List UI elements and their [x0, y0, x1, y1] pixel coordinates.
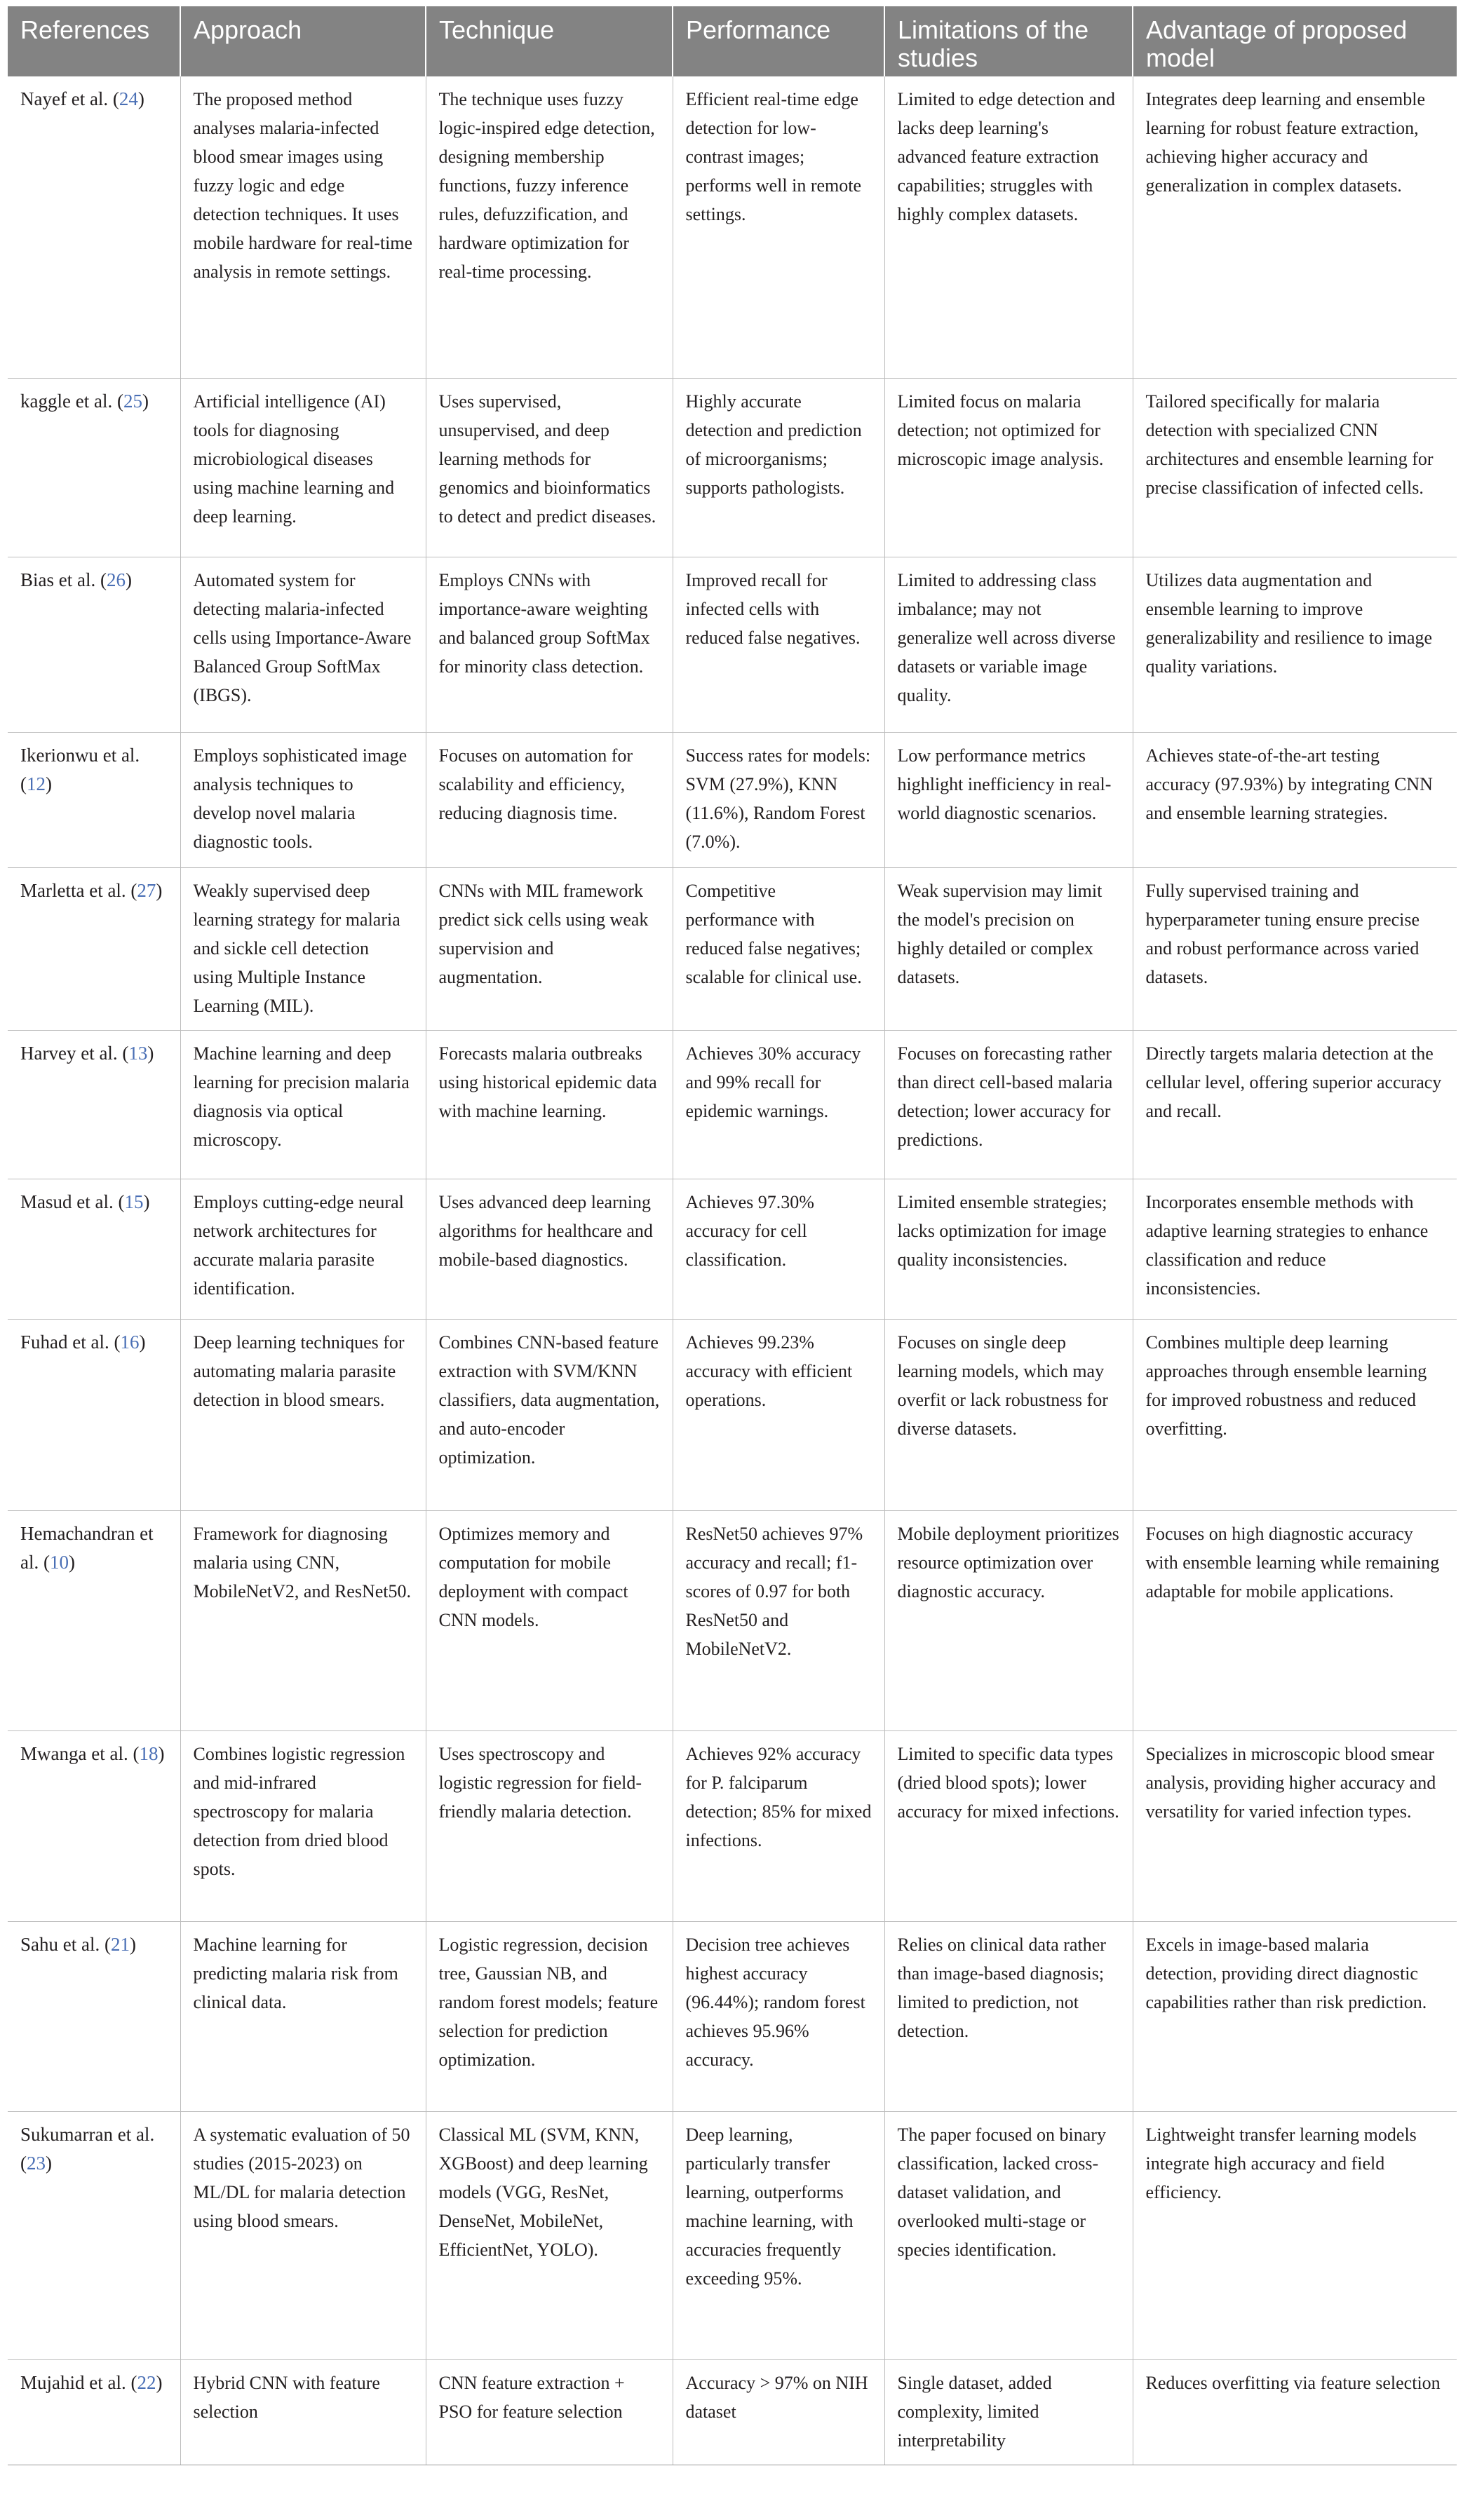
reference-author: Fuhad et al. (	[20, 1331, 121, 1353]
cell-reference	[8, 378, 180, 557]
table-row	[8, 1921, 1457, 2111]
table-row	[8, 378, 1457, 557]
cell-limitations: Weak supervision may limit the model's precision on highly detailed or complex datasets.	[884, 867, 1133, 1030]
cell-performance: Achieves 92% accuracy for P. falciparum detection; 85% for mixed infections.	[673, 1730, 884, 1921]
reference-close-paren: )	[143, 1191, 150, 1212]
cell-approach: Employs cutting-edge neural network architectures for accurate malaria parasite identification.	[180, 1179, 426, 1319]
table-row	[8, 867, 1457, 1030]
cell-limitations: Limited ensemble strategies; lacks optimization for image quality inconsistencies.	[884, 1179, 1133, 1319]
cell-performance: Deep learning, particularly transfer learning, outperforms machine learning, with accuracies frequently exceeding 95%.	[673, 2111, 884, 2359]
cell-reference	[8, 2111, 180, 2359]
table-row	[8, 2359, 1457, 2465]
citation-link[interactable]: 15	[124, 1191, 144, 1212]
reference-author: Sukumarran et al. (	[20, 2123, 155, 2174]
cell-reference	[8, 1319, 180, 1510]
reference-close-paren: )	[125, 569, 132, 590]
reference-close-paren: )	[142, 390, 149, 412]
citation-link[interactable]: 10	[49, 1551, 69, 1573]
reference-close-paren: )	[147, 1042, 154, 1064]
citation-link[interactable]: 25	[123, 390, 142, 412]
header-advantage: Advantage of proposed model	[1133, 6, 1457, 76]
header-row	[8, 6, 1457, 76]
cell-approach: Framework for diagnosing malaria using CNN, MobileNetV2, and ResNet50.	[180, 1510, 426, 1730]
cell-advantage: Integrates deep learning and ensemble learning for robust feature extraction, achieving higher accuracy and generalization in complex datasets.	[1133, 76, 1457, 378]
cell-performance: Efficient real-time edge detection for low-contrast images; performs well in remote settings.	[673, 76, 884, 378]
table-row	[8, 557, 1457, 732]
cell-technique: Logistic regression, decision tree, Gaussian NB, and random forest models; feature selection for prediction optimization.	[426, 1921, 673, 2111]
cell-performance: Accuracy > 97% on NIH dataset	[673, 2359, 884, 2465]
cell-limitations: Focuses on single deep learning models, which may overfit or lack robustness for diverse datasets.	[884, 1319, 1133, 1510]
cell-reference	[8, 732, 180, 867]
cell-approach: Automated system for detecting malaria-infected cells using Importance-Aware Balanced Group SoftMax (IBGS).	[180, 557, 426, 732]
cell-reference	[8, 76, 180, 378]
literature-comparison-table	[8, 6, 1457, 2465]
citation-link[interactable]: 16	[120, 1331, 140, 1353]
cell-performance: Decision tree achieves highest accuracy (96.44%); random forest achieves 95.96% accuracy.	[673, 1921, 884, 2111]
reference-close-paren: )	[137, 88, 144, 109]
reference-author: kaggle et al. (	[20, 390, 123, 412]
reference-close-paren: )	[156, 2371, 163, 2393]
cell-technique: Uses supervised, unsupervised, and deep learning methods for genomics and bioinformatics to detect and predict diseases.	[426, 378, 673, 557]
table-row	[8, 2111, 1457, 2359]
cell-advantage: Utilizes data augmentation and ensemble learning to improve generalizability and resilience to image quality variations.	[1133, 557, 1457, 732]
reference-close-paren: )	[129, 1933, 136, 1955]
table-row	[8, 1179, 1457, 1319]
reference-close-paren: )	[46, 2152, 52, 2174]
cell-reference	[8, 1179, 180, 1319]
cell-approach: Hybrid CNN with feature selection	[180, 2359, 426, 2465]
cell-limitations: Mobile deployment prioritizes resource optimization over diagnostic accuracy.	[884, 1510, 1133, 1730]
table-row	[8, 1030, 1457, 1179]
reference-close-paren: )	[156, 879, 163, 901]
cell-technique: Combines CNN-based feature extraction with SVM/KNN classifiers, data augmentation, and auto-encoder optimization.	[426, 1319, 673, 1510]
cell-limitations: Limited to specific data types (dried blood spots); lower accuracy for mixed infections.	[884, 1730, 1133, 1921]
reference-author: Marletta et al. (	[20, 879, 137, 901]
cell-advantage: Directly targets malaria detection at the cellular level, offering superior accuracy and recall.	[1133, 1030, 1457, 1179]
table-row	[8, 1319, 1457, 1510]
cell-advantage: Incorporates ensemble methods with adaptive learning strategies to enhance classification and reduce inconsistencies.	[1133, 1179, 1457, 1319]
cell-approach: A systematic evaluation of 50 studies (2015-2023) on ML/DL for malaria detection using blood smears.	[180, 2111, 426, 2359]
citation-link[interactable]: 12	[27, 773, 46, 794]
header-approach: Approach	[180, 6, 426, 76]
table-row	[8, 76, 1457, 378]
cell-technique: CNNs with MIL framework predict sick cells using weak supervision and augmentation.	[426, 867, 673, 1030]
cell-reference	[8, 557, 180, 732]
cell-advantage: Lightweight transfer learning models integrate high accuracy and field efficiency.	[1133, 2111, 1457, 2359]
cell-performance: Achieves 97.30% accuracy for cell classification.	[673, 1179, 884, 1319]
cell-advantage: Specializes in microscopic blood smear analysis, providing higher accuracy and versatility for varied infection types.	[1133, 1730, 1457, 1921]
cell-advantage: Excels in image-based malaria detection, providing direct diagnostic capabilities rather than risk prediction.	[1133, 1921, 1457, 2111]
cell-technique: Forecasts malaria outbreaks using historical epidemic data with machine learning.	[426, 1030, 673, 1179]
reference-close-paren: )	[158, 1742, 165, 1764]
cell-approach: Weakly supervised deep learning strategy for malaria and sickle cell detection using Multiple Instance Learning (MIL).	[180, 867, 426, 1030]
header-performance: Performance	[673, 6, 884, 76]
cell-technique: The technique uses fuzzy logic-inspired edge detection, designing membership functions, fuzzy inference rules, defuzzification, and hardware optimization for real-time processing.	[426, 76, 673, 378]
cell-limitations: Focuses on forecasting rather than direct cell-based malaria detection; lower accuracy for predictions.	[884, 1030, 1133, 1179]
cell-reference	[8, 1030, 180, 1179]
cell-technique: Uses spectroscopy and logistic regression for field-friendly malaria detection.	[426, 1730, 673, 1921]
cell-performance: Achieves 30% accuracy and 99% recall for epidemic warnings.	[673, 1030, 884, 1179]
cell-limitations: The paper focused on binary classification, lacked cross-dataset validation, and overlooked multi-stage or species identification.	[884, 2111, 1133, 2359]
citation-link[interactable]: 21	[110, 1933, 130, 1955]
reference-author: Harvey et al. (	[20, 1042, 129, 1064]
reference-author: Nayef et al. (	[20, 88, 119, 109]
reference-author: Mujahid et al. (	[20, 2371, 137, 2393]
reference-close-paren: )	[46, 773, 52, 794]
citation-link[interactable]: 24	[119, 88, 138, 109]
cell-approach: Combines logistic regression and mid-infrared spectroscopy for malaria detection from dried blood spots.	[180, 1730, 426, 1921]
cell-limitations: Limited to edge detection and lacks deep learning's advanced feature extraction capabilities; struggles with highly complex datasets.	[884, 76, 1133, 378]
reference-author: Bias et al. (	[20, 569, 107, 590]
cell-performance: Improved recall for infected cells with reduced false negatives.	[673, 557, 884, 732]
citation-link[interactable]: 22	[137, 2371, 156, 2393]
cell-advantage: Tailored specifically for malaria detection with specialized CNN architectures and ensemble learning for precise classification of infected cells.	[1133, 378, 1457, 557]
cell-performance: Success rates for models: SVM (27.9%), KNN (11.6%), Random Forest (7.0%).	[673, 732, 884, 867]
cell-advantage: Achieves state-of-the-art testing accuracy (97.93%) by integrating CNN and ensemble learning strategies.	[1133, 732, 1457, 867]
cell-reference	[8, 2359, 180, 2465]
reference-author: Hemachandran et al. (	[20, 1522, 154, 1573]
table-row	[8, 1730, 1457, 1921]
header-limitations: Limitations of the studies	[884, 6, 1133, 76]
citation-link[interactable]: 27	[137, 879, 156, 901]
cell-technique: CNN feature extraction + PSO for feature selection	[426, 2359, 673, 2465]
cell-approach: Machine learning and deep learning for precision malaria diagnosis via optical microscopy.	[180, 1030, 426, 1179]
cell-reference	[8, 1510, 180, 1730]
cell-advantage: Reduces overfitting via feature selection	[1133, 2359, 1457, 2465]
cell-limitations: Relies on clinical data rather than image-based diagnosis; limited to prediction, not detection.	[884, 1921, 1133, 2111]
cell-reference	[8, 867, 180, 1030]
cell-performance: Achieves 99.23% accuracy with efficient operations.	[673, 1319, 884, 1510]
cell-advantage: Combines multiple deep learning approaches through ensemble learning for improved robustness and reduced overfitting.	[1133, 1319, 1457, 1510]
reference-author: Sahu et al. (	[20, 1933, 111, 1955]
reference-author: Masud et al. (	[20, 1191, 125, 1212]
cell-limitations: Single dataset, added complexity, limited interpretability	[884, 2359, 1133, 2465]
citation-link[interactable]: 26	[106, 569, 126, 590]
citation-link[interactable]: 23	[27, 2152, 46, 2174]
reference-author: Ikerionwu et al. (	[20, 744, 140, 794]
header-technique: Technique	[426, 6, 673, 76]
cell-limitations: Limited to addressing class imbalance; may not generalize well across diverse datasets or variable image quality.	[884, 557, 1133, 732]
cell-technique: Focuses on automation for scalability and efficiency, reducing diagnosis time.	[426, 732, 673, 867]
cell-advantage: Fully supervised training and hyperparameter tuning ensure precise and robust performance across varied datasets.	[1133, 867, 1457, 1030]
reference-author: Mwanga et al. (	[20, 1742, 140, 1764]
cell-technique: Classical ML (SVM, KNN, XGBoost) and deep learning models (VGG, ResNet, DenseNet, MobileNet, EfficientNet, YOLO).	[426, 2111, 673, 2359]
cell-technique: Optimizes memory and computation for mobile deployment with compact CNN models.	[426, 1510, 673, 1730]
header-references: References	[8, 6, 180, 76]
cell-limitations: Low performance metrics highlight inefficiency in real-world diagnostic scenarios.	[884, 732, 1133, 867]
cell-technique: Uses advanced deep learning algorithms for healthcare and mobile-based diagnostics.	[426, 1179, 673, 1319]
reference-close-paren: )	[68, 1551, 75, 1573]
cell-reference	[8, 1921, 180, 2111]
cell-limitations: Limited focus on malaria detection; not optimized for microscopic image analysis.	[884, 378, 1133, 557]
cell-advantage: Focuses on high diagnostic accuracy with ensemble learning while remaining adaptable for mobile applications.	[1133, 1510, 1457, 1730]
cell-approach: Employs sophisticated image analysis techniques to develop novel malaria diagnostic tools.	[180, 732, 426, 867]
table-row	[8, 732, 1457, 867]
citation-link[interactable]: 13	[128, 1042, 148, 1064]
cell-approach: The proposed method analyses malaria-infected blood smear images using fuzzy logic and edge detection techniques. It uses mobile hardware for real-time analysis in remote settings.	[180, 76, 426, 378]
cell-approach: Deep learning techniques for automating malaria parasite detection in blood smears.	[180, 1319, 426, 1510]
cell-reference	[8, 1730, 180, 1921]
cell-approach: Artificial intelligence (AI) tools for diagnosing microbiological diseases using machine learning and deep learning.	[180, 378, 426, 557]
citation-link[interactable]: 18	[139, 1742, 159, 1764]
reference-close-paren: )	[139, 1331, 146, 1353]
cell-performance: Highly accurate detection and prediction of microorganisms; supports pathologists.	[673, 378, 884, 557]
cell-performance: Competitive performance with reduced false negatives; scalable for clinical use.	[673, 867, 884, 1030]
cell-performance: ResNet50 achieves 97% accuracy and recall; f1-scores of 0.97 for both ResNet50 and MobileNetV2.	[673, 1510, 884, 1730]
cell-technique: Employs CNNs with importance-aware weighting and balanced group SoftMax for minority class detection.	[426, 557, 673, 732]
table-row	[8, 1510, 1457, 1730]
cell-approach: Machine learning for predicting malaria risk from clinical data.	[180, 1921, 426, 2111]
